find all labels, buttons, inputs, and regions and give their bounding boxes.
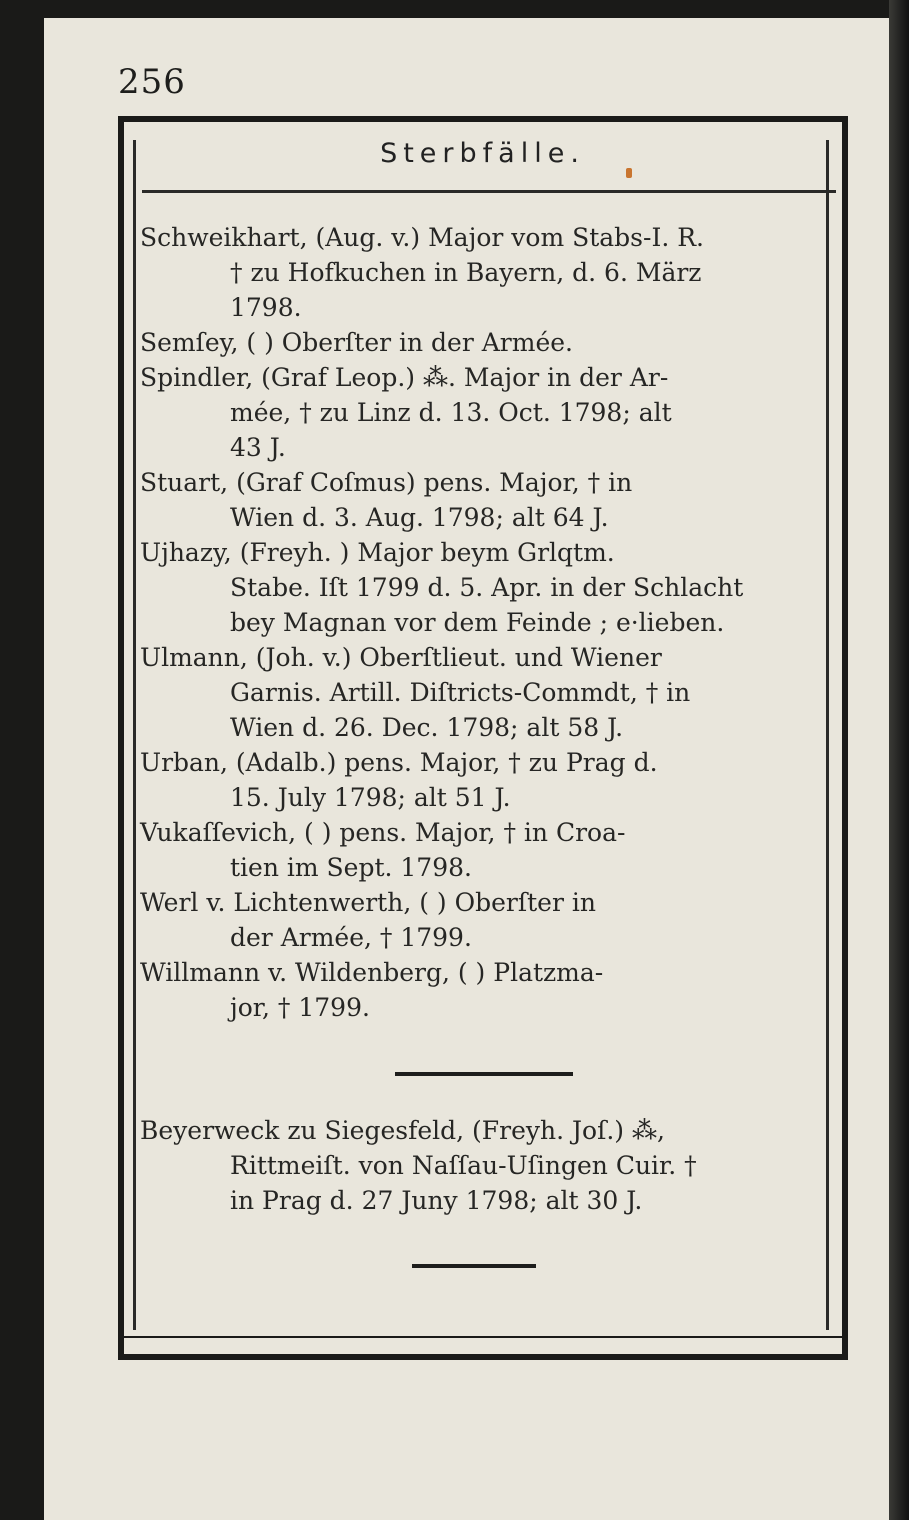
entry bbox=[140, 360, 830, 465]
entry-line: jor, † 1799. bbox=[230, 993, 370, 1022]
ink-smudge bbox=[626, 168, 632, 178]
entry-first-line: Stuart, (Graf Coſmus) pens. Major, † in bbox=[140, 468, 633, 497]
entry bbox=[140, 535, 830, 640]
entry-line: mée, † zu Linz d. 13. Oct. 1798; alt bbox=[230, 398, 672, 427]
entry-first-line: Vukaſſevich, ( ) pens. Major, † in Croa- bbox=[140, 818, 626, 847]
entry-line: tien im Sept. 1798. bbox=[230, 853, 472, 882]
entry-first-line: Beyerweck zu Siegesfeld, (Freyh. Joſ.) ⁂, bbox=[140, 1116, 665, 1145]
section-title: Sterbfälle. bbox=[380, 138, 585, 169]
end-rule bbox=[412, 1264, 536, 1268]
entry-first-line: Schweikhart, (Aug. v.) Major vom Stabs-I. R. bbox=[140, 223, 705, 252]
entry-line: 15. July 1798; alt 51 J. bbox=[230, 783, 511, 812]
section-separator-rule bbox=[395, 1072, 573, 1076]
entry-first-line: Ulmann, (Joh. v.) Oberſtlieut. und Wiener bbox=[140, 643, 662, 672]
entry-line: † zu Hofkuchen in Bayern, d. 6. März bbox=[230, 258, 702, 287]
entry-first-line: Urban, (Adalb.) pens. Major, † zu Prag d. bbox=[140, 748, 658, 777]
entry bbox=[140, 325, 830, 360]
entry bbox=[140, 220, 830, 325]
additional-entry bbox=[140, 1113, 830, 1218]
entry bbox=[140, 885, 830, 955]
entry bbox=[140, 955, 830, 1025]
entry bbox=[140, 745, 830, 815]
title-rule bbox=[142, 190, 836, 193]
frame-inner-left-rule bbox=[133, 140, 136, 1330]
entry-line: der Armée, † 1799. bbox=[230, 923, 472, 952]
entry-line: Garnis. Artill. Diſtricts-Commdt, † in bbox=[230, 678, 691, 707]
entry bbox=[140, 1113, 830, 1218]
entry-first-line: Werl v. Lichtenwerth, ( ) Oberſter in bbox=[140, 888, 596, 917]
entry bbox=[140, 815, 830, 885]
entry-first-line: Spindler, (Graf Leop.) ⁂. Major in der Ar- bbox=[140, 363, 669, 392]
entry-line: Stabe. Iſt 1799 d. 5. Apr. in der Schlacht bbox=[230, 573, 744, 602]
entry-line: Wien d. 26. Dec. 1798; alt 58 J. bbox=[230, 713, 624, 742]
entry-line: Wien d. 3. Aug. 1798; alt 64 J. bbox=[230, 503, 609, 532]
entry-first-line: Ujhazy, (Freyh. ) Major beym Grlqtm. bbox=[140, 538, 615, 567]
frame-bottom-inner-rule bbox=[120, 1336, 846, 1338]
entry-line: 1798. bbox=[230, 293, 302, 322]
book-spine bbox=[889, 0, 909, 1520]
entry-line: bey Magnan vor dem Feinde ; e·lieben. bbox=[230, 608, 725, 637]
entry-line: in Prag d. 27 Juny 1798; alt 30 J. bbox=[230, 1186, 643, 1215]
death-entries-list bbox=[140, 220, 830, 1025]
entry bbox=[140, 465, 830, 535]
entry-first-line: Willmann v. Wildenberg, ( ) Platzma- bbox=[140, 958, 604, 987]
entry-first-line: Semſey, ( ) Oberſter in der Armée. bbox=[140, 328, 573, 357]
entry bbox=[140, 640, 830, 745]
entry-line: Rittmeiſt. von Naſſau-Uſingen Cuir. † bbox=[230, 1151, 697, 1180]
entry-line: 43 J. bbox=[230, 433, 286, 462]
page-number: 256 bbox=[118, 62, 186, 102]
